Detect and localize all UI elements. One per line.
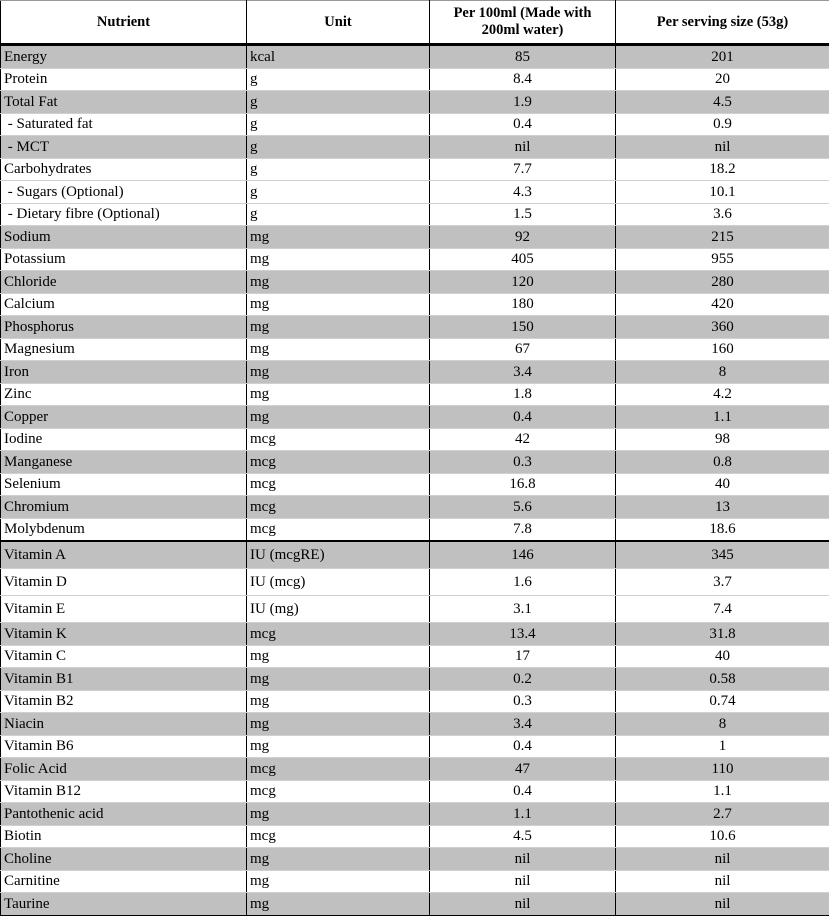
nutrient-name: Zinc [1, 383, 247, 406]
value-per-serving: nil [616, 136, 829, 159]
nutrient-unit: g [247, 91, 430, 114]
value-per-serving: 215 [616, 226, 829, 249]
table-row [1, 473, 829, 496]
nutrient-unit: mg [247, 338, 430, 361]
table-row [1, 569, 829, 596]
table-row [1, 68, 829, 91]
table-row [1, 361, 829, 384]
value-per-serving: 420 [616, 293, 829, 316]
table-row [1, 596, 829, 623]
nutrient-name: Phosphorus [1, 316, 247, 339]
value-per-serving: 1.1 [616, 780, 829, 803]
table-row [1, 735, 829, 758]
nutrient-name: Molybdenum [1, 518, 247, 541]
table-row [1, 181, 829, 204]
table-row [1, 713, 829, 736]
value-per-serving: 98 [616, 428, 829, 451]
nutrient-name: Vitamin B2 [1, 690, 247, 713]
nutrient-name: Carbohydrates [1, 158, 247, 181]
nutrient-unit: mg [247, 383, 430, 406]
nutrient-name: Taurine [1, 893, 247, 916]
header-per-100ml: Per 100ml (Made with 200ml water) [430, 1, 616, 45]
value-per-100ml: 0.3 [430, 451, 616, 474]
nutrient-name: Vitamin A [1, 541, 247, 569]
nutrient-unit: IU (mcg) [247, 569, 430, 596]
nutrient-name: Protein [1, 68, 247, 91]
table-row [1, 645, 829, 668]
nutrient-name: Iron [1, 361, 247, 384]
table-row [1, 541, 829, 569]
nutrient-name: Calcium [1, 293, 247, 316]
nutrient-name: Vitamin B6 [1, 735, 247, 758]
table-row [1, 451, 829, 474]
nutrient-name: Chromium [1, 496, 247, 519]
value-per-serving: 20 [616, 68, 829, 91]
value-per-serving: 4.5 [616, 91, 829, 114]
nutrient-name: Selenium [1, 473, 247, 496]
value-per-100ml: 47 [430, 758, 616, 781]
table-row [1, 496, 829, 519]
value-per-100ml: nil [430, 870, 616, 893]
nutrient-unit: mg [247, 271, 430, 294]
nutrient-name: Carnitine [1, 870, 247, 893]
nutrient-unit: mcg [247, 758, 430, 781]
nutrient-unit: mg [247, 803, 430, 826]
nutrient-name: Choline [1, 848, 247, 871]
table-row [1, 758, 829, 781]
header-row [1, 1, 829, 45]
value-per-serving: 8 [616, 713, 829, 736]
nutrient-unit: mcg [247, 451, 430, 474]
value-per-serving: 40 [616, 645, 829, 668]
nutrient-unit: mg [247, 406, 430, 429]
header-unit: Unit [247, 1, 430, 45]
value-per-serving: 31.8 [616, 623, 829, 646]
nutrient-unit: g [247, 158, 430, 181]
table-row [1, 203, 829, 226]
nutrient-name: Vitamin K [1, 623, 247, 646]
value-per-serving: 40 [616, 473, 829, 496]
nutrient-unit: mg [247, 848, 430, 871]
nutrient-name: Pantothenic acid [1, 803, 247, 826]
table-row [1, 113, 829, 136]
table-row [1, 406, 829, 429]
nutrient-name: - Sugars (Optional) [1, 181, 247, 204]
value-per-serving: 13 [616, 496, 829, 519]
value-per-100ml: 0.2 [430, 668, 616, 691]
table-row [1, 293, 829, 316]
nutrient-unit: mg [247, 870, 430, 893]
value-per-serving: 3.6 [616, 203, 829, 226]
value-per-100ml: 16.8 [430, 473, 616, 496]
value-per-100ml: 1.6 [430, 569, 616, 596]
value-per-serving: 8 [616, 361, 829, 384]
nutrient-name: - Dietary fibre (Optional) [1, 203, 247, 226]
nutrient-unit: mg [247, 226, 430, 249]
value-per-100ml: 120 [430, 271, 616, 294]
value-per-100ml: 0.4 [430, 113, 616, 136]
value-per-100ml: 85 [430, 45, 616, 69]
value-per-100ml: 13.4 [430, 623, 616, 646]
value-per-serving: 18.6 [616, 518, 829, 541]
table-row [1, 338, 829, 361]
value-per-serving: nil [616, 848, 829, 871]
value-per-serving: 110 [616, 758, 829, 781]
value-per-100ml: 1.9 [430, 91, 616, 114]
value-per-100ml: 3.1 [430, 596, 616, 623]
nutrient-unit: mcg [247, 623, 430, 646]
nutrient-unit: mcg [247, 428, 430, 451]
nutrient-name: Sodium [1, 226, 247, 249]
value-per-100ml: 405 [430, 248, 616, 271]
value-per-100ml: 8.4 [430, 68, 616, 91]
nutrient-name: - Saturated fat [1, 113, 247, 136]
nutrient-unit: mg [247, 248, 430, 271]
value-per-serving: 4.2 [616, 383, 829, 406]
value-per-serving: 0.58 [616, 668, 829, 691]
value-per-100ml: 67 [430, 338, 616, 361]
nutrient-unit: mg [247, 735, 430, 758]
nutrient-name: Vitamin E [1, 596, 247, 623]
value-per-100ml: nil [430, 848, 616, 871]
value-per-100ml: 0.4 [430, 406, 616, 429]
nutrient-unit: mg [247, 645, 430, 668]
value-per-serving: 345 [616, 541, 829, 569]
nutrient-unit: g [247, 68, 430, 91]
value-per-100ml: 42 [430, 428, 616, 451]
header-per-serving: Per serving size (53g) [616, 1, 829, 45]
nutrient-name: Vitamin D [1, 569, 247, 596]
nutrient-unit: g [247, 203, 430, 226]
value-per-100ml: 180 [430, 293, 616, 316]
table-row [1, 803, 829, 826]
value-per-100ml: 0.4 [430, 735, 616, 758]
value-per-serving: 2.7 [616, 803, 829, 826]
value-per-100ml: 146 [430, 541, 616, 569]
value-per-100ml: 3.4 [430, 361, 616, 384]
value-per-serving: nil [616, 870, 829, 893]
nutrient-unit: mg [247, 293, 430, 316]
table-row [1, 91, 829, 114]
nutrient-name: - MCT [1, 136, 247, 159]
value-per-100ml: 4.3 [430, 181, 616, 204]
table-row [1, 383, 829, 406]
value-per-serving: 0.8 [616, 451, 829, 474]
value-per-100ml: 1.1 [430, 803, 616, 826]
value-per-100ml: 0.4 [430, 780, 616, 803]
value-per-serving: 955 [616, 248, 829, 271]
value-per-serving: 280 [616, 271, 829, 294]
nutrient-name: Potassium [1, 248, 247, 271]
nutrient-unit: g [247, 181, 430, 204]
value-per-serving: 0.9 [616, 113, 829, 136]
value-per-100ml: 7.8 [430, 518, 616, 541]
nutrient-name: Biotin [1, 825, 247, 848]
nutrient-unit: mg [247, 893, 430, 916]
table-row [1, 848, 829, 871]
value-per-100ml: 92 [430, 226, 616, 249]
table-row [1, 668, 829, 691]
value-per-serving: 10.6 [616, 825, 829, 848]
value-per-serving: 360 [616, 316, 829, 339]
nutrient-name: Energy [1, 45, 247, 69]
nutrient-name: Manganese [1, 451, 247, 474]
table-row [1, 690, 829, 713]
value-per-serving: 18.2 [616, 158, 829, 181]
table-header [1, 1, 829, 45]
nutrient-name: Total Fat [1, 91, 247, 114]
value-per-100ml: 17 [430, 645, 616, 668]
table-row [1, 870, 829, 893]
nutrient-unit: g [247, 113, 430, 136]
nutrient-unit: mg [247, 713, 430, 736]
nutrient-name: Magnesium [1, 338, 247, 361]
table-row [1, 893, 829, 916]
table-row [1, 136, 829, 159]
value-per-serving: 160 [616, 338, 829, 361]
value-per-serving: 10.1 [616, 181, 829, 204]
nutrient-unit: mcg [247, 496, 430, 519]
nutrient-unit: mcg [247, 825, 430, 848]
value-per-100ml: 0.3 [430, 690, 616, 713]
table-row [1, 316, 829, 339]
value-per-100ml: 3.4 [430, 713, 616, 736]
table-row [1, 825, 829, 848]
value-per-100ml: nil [430, 893, 616, 916]
value-per-100ml: 1.8 [430, 383, 616, 406]
nutrient-unit: mcg [247, 518, 430, 541]
nutrient-name: Iodine [1, 428, 247, 451]
nutrient-unit: g [247, 136, 430, 159]
table-row [1, 248, 829, 271]
nutrient-unit: IU (mcgRE) [247, 541, 430, 569]
nutrient-unit: mg [247, 690, 430, 713]
value-per-100ml: nil [430, 136, 616, 159]
value-per-100ml: 5.6 [430, 496, 616, 519]
table-row [1, 428, 829, 451]
nutrient-name: Vitamin B12 [1, 780, 247, 803]
table-row [1, 623, 829, 646]
table-row [1, 780, 829, 803]
nutrient-name: Folic Acid [1, 758, 247, 781]
nutrient-unit: mg [247, 668, 430, 691]
value-per-100ml: 4.5 [430, 825, 616, 848]
value-per-serving: 3.7 [616, 569, 829, 596]
nutrient-unit: mg [247, 316, 430, 339]
nutrient-name: Niacin [1, 713, 247, 736]
value-per-serving: nil [616, 893, 829, 916]
nutrient-unit: kcal [247, 45, 430, 69]
nutrient-name: Vitamin C [1, 645, 247, 668]
nutrient-name: Vitamin B1 [1, 668, 247, 691]
value-per-serving: 201 [616, 45, 829, 69]
value-per-serving: 0.74 [616, 690, 829, 713]
nutrient-name: Copper [1, 406, 247, 429]
nutrient-unit: IU (mg) [247, 596, 430, 623]
table-row [1, 226, 829, 249]
value-per-serving: 1.1 [616, 406, 829, 429]
nutrient-unit: mcg [247, 473, 430, 496]
value-per-100ml: 150 [430, 316, 616, 339]
value-per-100ml: 1.5 [430, 203, 616, 226]
value-per-serving: 7.4 [616, 596, 829, 623]
header-nutrient: Nutrient [1, 1, 247, 45]
nutrient-unit: mg [247, 361, 430, 384]
nutrient-name: Chloride [1, 271, 247, 294]
table-row [1, 518, 829, 541]
value-per-100ml: 7.7 [430, 158, 616, 181]
table-row [1, 271, 829, 294]
table-row [1, 45, 829, 69]
nutrient-unit: mcg [247, 780, 430, 803]
table-row [1, 158, 829, 181]
table-body [1, 45, 829, 916]
value-per-serving: 1 [616, 735, 829, 758]
